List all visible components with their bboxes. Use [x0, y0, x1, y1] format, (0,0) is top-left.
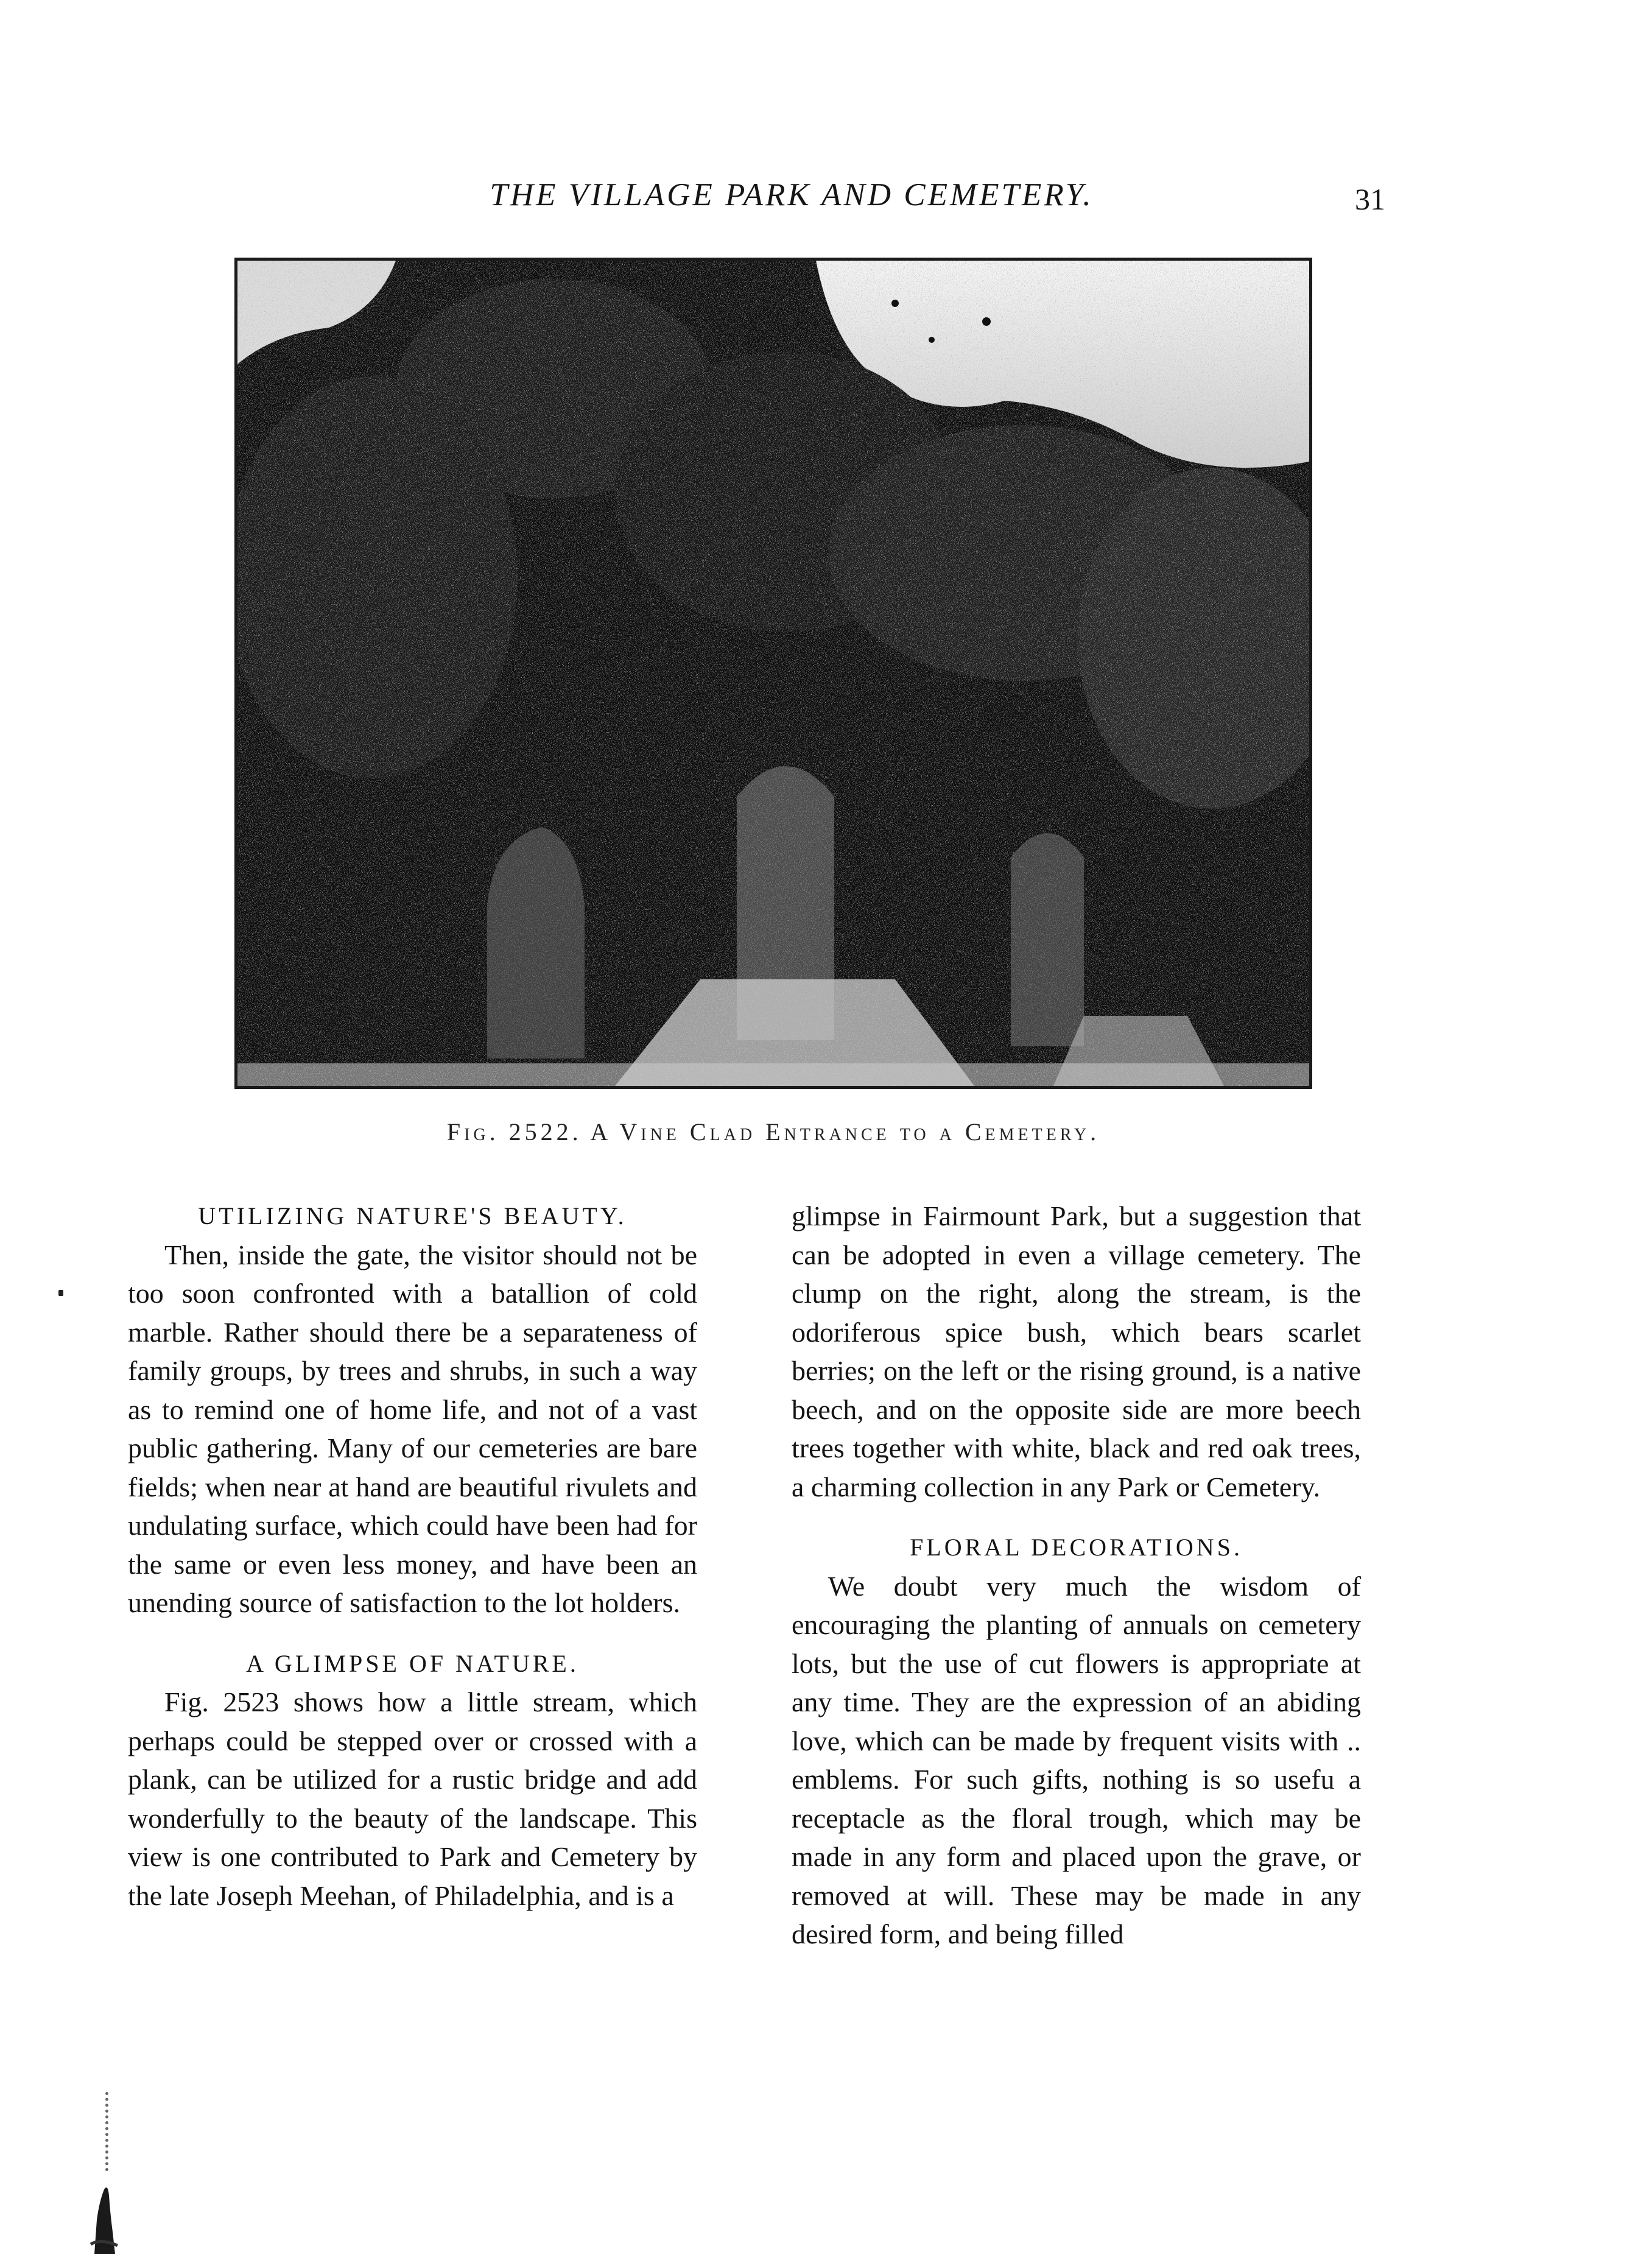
- margin-speck: [58, 1290, 63, 1296]
- scan-artifact-smudge: [88, 2177, 120, 2254]
- section-heading-a-glimpse-of-nature: A GLIMPSE OF NATURE.: [246, 1649, 579, 1677]
- scan-artifact-dots: [105, 2092, 112, 2171]
- left-column: [128, 1197, 697, 1915]
- page-number: 31: [1355, 182, 1385, 216]
- section-heading-utilizing-natures-beauty: UTILIZING NATURE'S BEAUTY.: [198, 1202, 627, 1230]
- figure-vine-clad-entrance: [234, 258, 1312, 1089]
- paragraph-fairmount-park-continued: glimpse in Fairmount Park, but a suggestion that can be adopted in even a village cemetery. The clump on the right, along the stream, is the odoriferous spice bush, which bears scarlet berries; on the left or the rising ground, is a native beech, and on the opposite side are more beech trees together with white, black and red oak trees, a charming collection in any Park or Cemetery.: [792, 1200, 1361, 1502]
- paragraph-inside-the-gate: Then, inside the gate, the visitor should not be too soon confronted with a batallion of cold marble. Rather should there be a separateness of family groups, by trees and shrubs, in such a way as to remind one of home life, and not of a vast public gathering. Many of our cemeteries are bare fields; when near at hand are beautiful rivulets and undulating surface, which could have been had for the same or even less money, and have been an unending source of satisfaction to the lot holders.: [128, 1239, 697, 1618]
- right-column: [792, 1197, 1361, 1954]
- section-heading-floral-decorations: FLORAL DECORATIONS.: [910, 1534, 1243, 1561]
- figure-caption: Fig. 2522. A Vine Clad Entrance to a Cemetery.: [446, 1118, 1100, 1146]
- paragraph-fig-2523: Fig. 2523 shows how a little stream, which perhaps could be stepped over or crossed with a plank, can be utilized for a rustic bridge and add wonderfully to the beauty of the landscape. This view is one contributed to Park and Cemetery by the late Joseph Meehan, of Philadelphia, and is a: [128, 1686, 697, 1911]
- running-head: THE VILLAGE PARK AND CEMETERY.: [490, 177, 1094, 213]
- engraving-illustration: [237, 261, 1309, 1086]
- paragraph-cut-flowers: We doubt very much the wisdom of encouraging the planting of annuals on cemetery lots, but the use of cut flowers is appropriate at any time. They are the expression of an abiding love, which can be made by frequent visits with .. emblems. For such gifts, nothing is so usefu a receptacle as the floral trough, which may be made in any form and placed upon the grave, or removed at will. These may be made in any desired form, and being filled: [792, 1570, 1361, 1949]
